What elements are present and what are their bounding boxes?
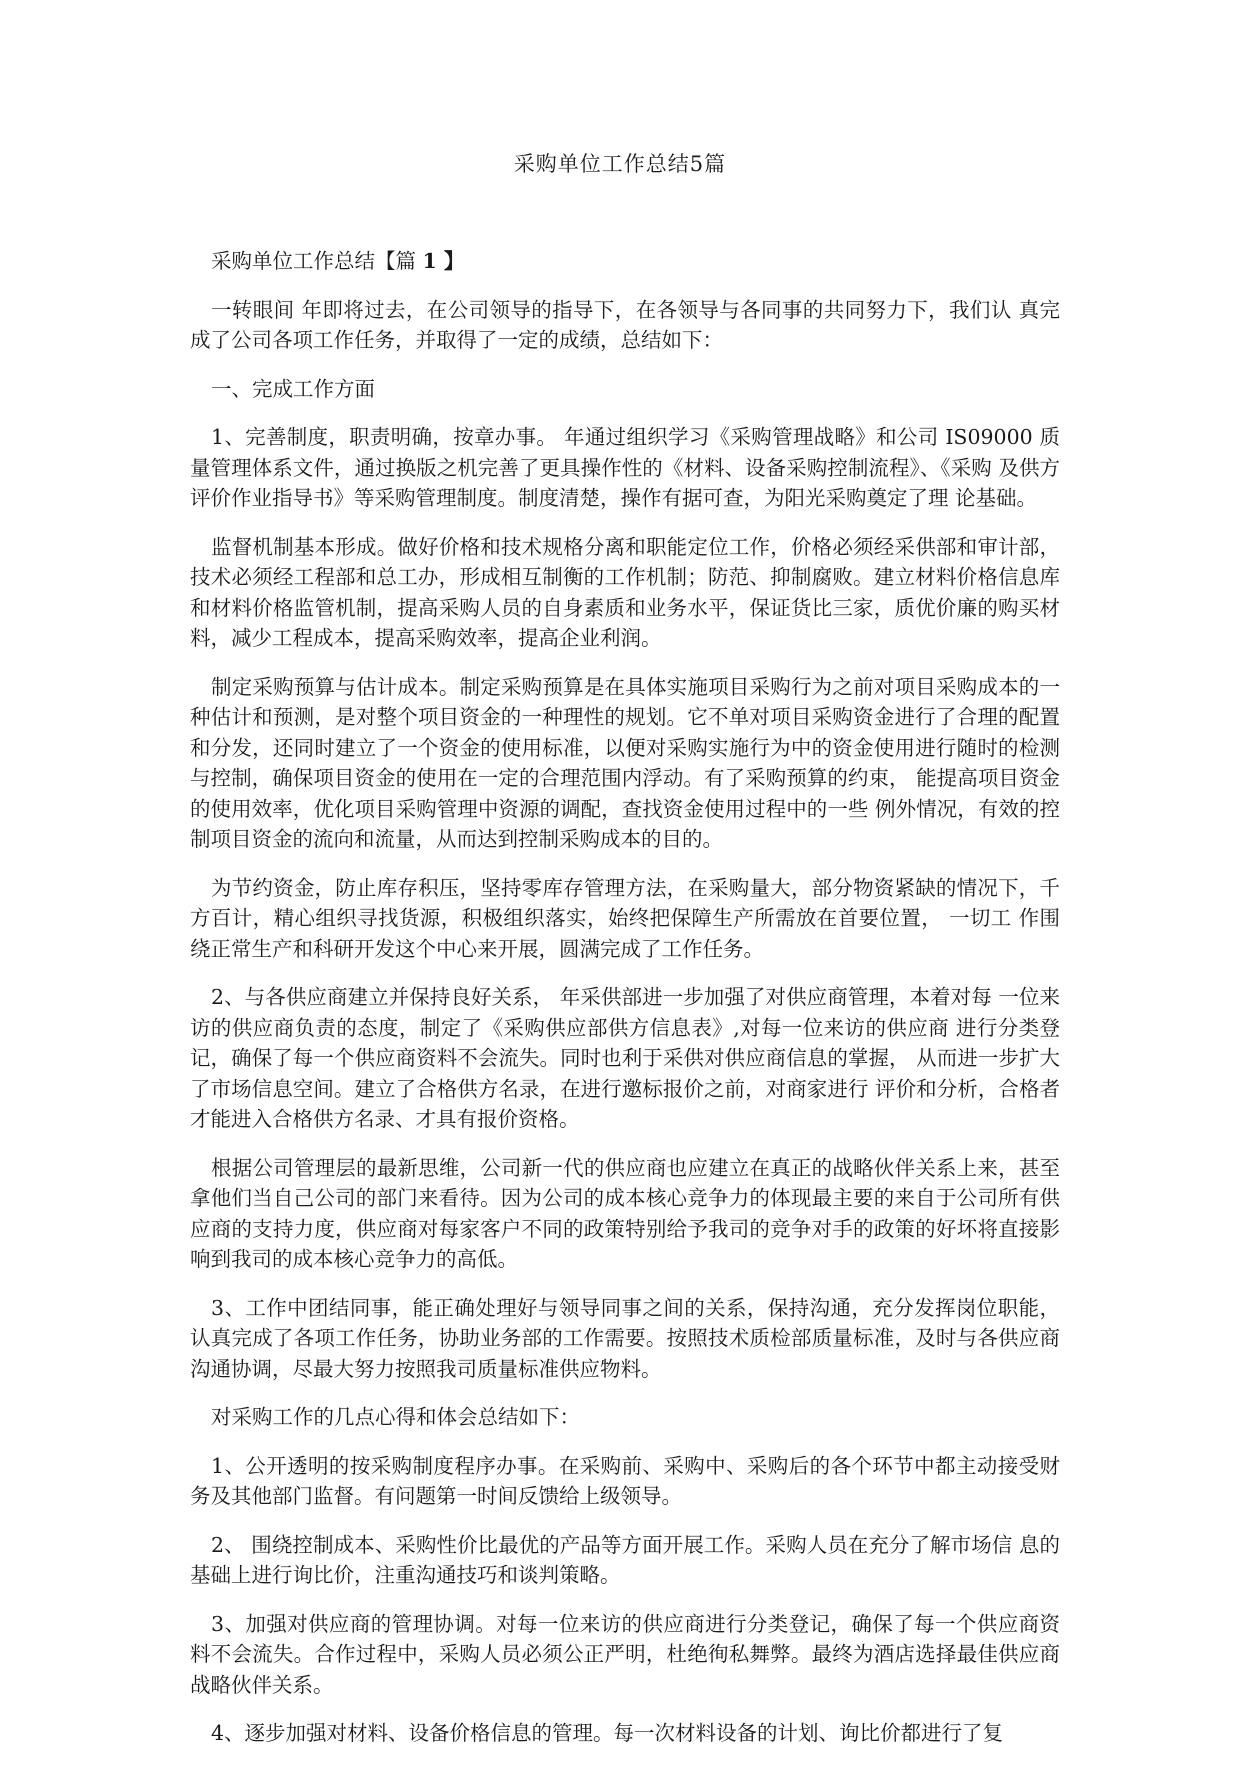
paragraph-experience-2: 2、 围绕控制成本、采购性价比最优的产品等方面开展工作。采购人员在充分了解市场信 息的基础上进行询比价，注重沟通技巧和谈判策略。 [190,1532,1060,1587]
article-heading-number: 1 [422,249,437,273]
paragraph-experience-4: 4、逐步加强对材料、设备价格信息的管理。每一次材料设备的计划、询比价都进行了复 [211,1721,1004,1745]
paragraph-budget-cost: 制定采购预算与估计成本。制定采购预算是在具体实施项目采购行为之前对项目采购成本的一种估计和预测，是对整个项目资金的一种理性的规划。它不单对项目采购资金进行了合理的配置和分发，还同时建立了一个资金的使用标准，以便对采购实施行为中的资金使用进行随时的检测与控制，确保项目资金的使用在一定的合理范围内浮动。有了采购预算的约束， 能提高项目资金的使用效率，优化项目采购管理中资源的调配，查找资金使用过程中的一些 例外情况，有效的控制项目资金的流向和流量，从而达到控制采购成本的目的。 [190,674,1060,851]
document-title: 采购单位工作总结5篇 [513,152,727,176]
paragraph-save-funds: 为节约资金，防止库存积压，坚持零库存管理方法，在采购量大，部分物资紧缺的情况下，千方百计，精心组织寻找货源，积极组织落实，始终把保障生产所需放在首要位置， 一切工 作围绕正常生产和科研开发这个中心来开展，圆满完成了工作任务。 [190,875,1060,961]
paragraph-strategic-partners: 根据公司管理层的最新思维，公司新一代的供应商也应建立在真正的战略伙伴关系上来，甚至拿他们当自己公司的部门来看待。因为公司的成本核心竞争力的体现最主要的来自于公司所有供应商的支持力度，供应商对每家客户不同的政策特别给予我司的竞争对手的政策的好坏将直接影响到我司的成本核心竞争力的高低。 [190,1155,1060,1271]
article-heading-suffix: 】 [436,249,465,273]
section-heading-work-completed: 一、完成工作方面 [211,376,375,401]
paragraph-intro: 一转眼间 年即将过去，在公司领导的指导下，在各领导与各同事的共同努力下，我们认 真完成了公司各项工作任务，并取得了一定的成绩，总结如下： [190,297,1060,352]
paragraph-supplier-relations: 2、与各供应商建立并保持良好关系， 年采供部进一步加强了对供应商管理，本着对每 一位来访的供应商负责的态度，制定了《采购供应部供方信息表》,对每一位来访的供应商 进行分类登记，确保了每一个供应商资料不会流失。同时也利于采供对供应商信息的掌握， 从而进一步扩大了市场信息空间。建立了合格供方名录，在进行邀标报价之前，对商家进行 评价和分析，合格者才能进入合格供方名录、才具有报价资格。 [190,985,1060,1131]
paragraph-system-improvement: 1、完善制度，职责明确，按章办事。 年通过组织学习《采购管理战略》和公司 IS09000 质量管理体系文件，通过换版之机完善了更具操作性的《材料、设备采购控制流程》、《采购 及供方评价作业指导书》等采购管理制度。制度清楚，操作有据可查，为阳光采购奠定了理 论基础。 [190,425,1060,510]
document-body [190,246,1060,1767]
section-heading-experience: 对采购工作的几点心得和体会总结如下： [211,1405,580,1429]
paragraph-supervision-mechanism: 监督机制基本形成。做好价格和技术规格分离和职能定位工作，价格必须经采供部和审计部，技术必须经工程部和总工办，形成相互制衡的工作机制；防范、抑制腐败。建立材料价格信息库和材料价格监管机制，提高采购人员的自身素质和业务水平，保证货比三家，质优价廉的购买材料，减少工程成本，提高采购效率，提高企业利润。 [190,534,1060,650]
paragraph-experience-3: 3、加强对供应商的管理协调。对每一位来访的供应商进行分类登记，确保了每一个供应商资料不会流失。合作过程中，采购人员必须公正严明，杜绝徇私舞弊。最终为酒店选择最佳供应商战略伙伴关系。 [190,1611,1060,1697]
paragraph-teamwork: 3、工作中团结同事，能正确处理好与领导同事之间的关系，保持沟通，充分发挥岗位职能，认真完成了各项工作任务，协助业务部的工作需要。按照技术质检部质量标准，及时与各供应商沟通协调，尽最大努力按照我司质量标准供应物料。 [190,1295,1060,1381]
paragraph-experience-1: 1、公开透明的按采购制度程序办事。在采购前、采购中、采购后的各个环节中都主动接受财务及其他部门监督。有问题第一时间反馈给上级领导。 [190,1453,1060,1508]
article-heading-prefix: 采购单位工作总结【篇 [211,249,423,273]
article-heading [190,246,1060,277]
